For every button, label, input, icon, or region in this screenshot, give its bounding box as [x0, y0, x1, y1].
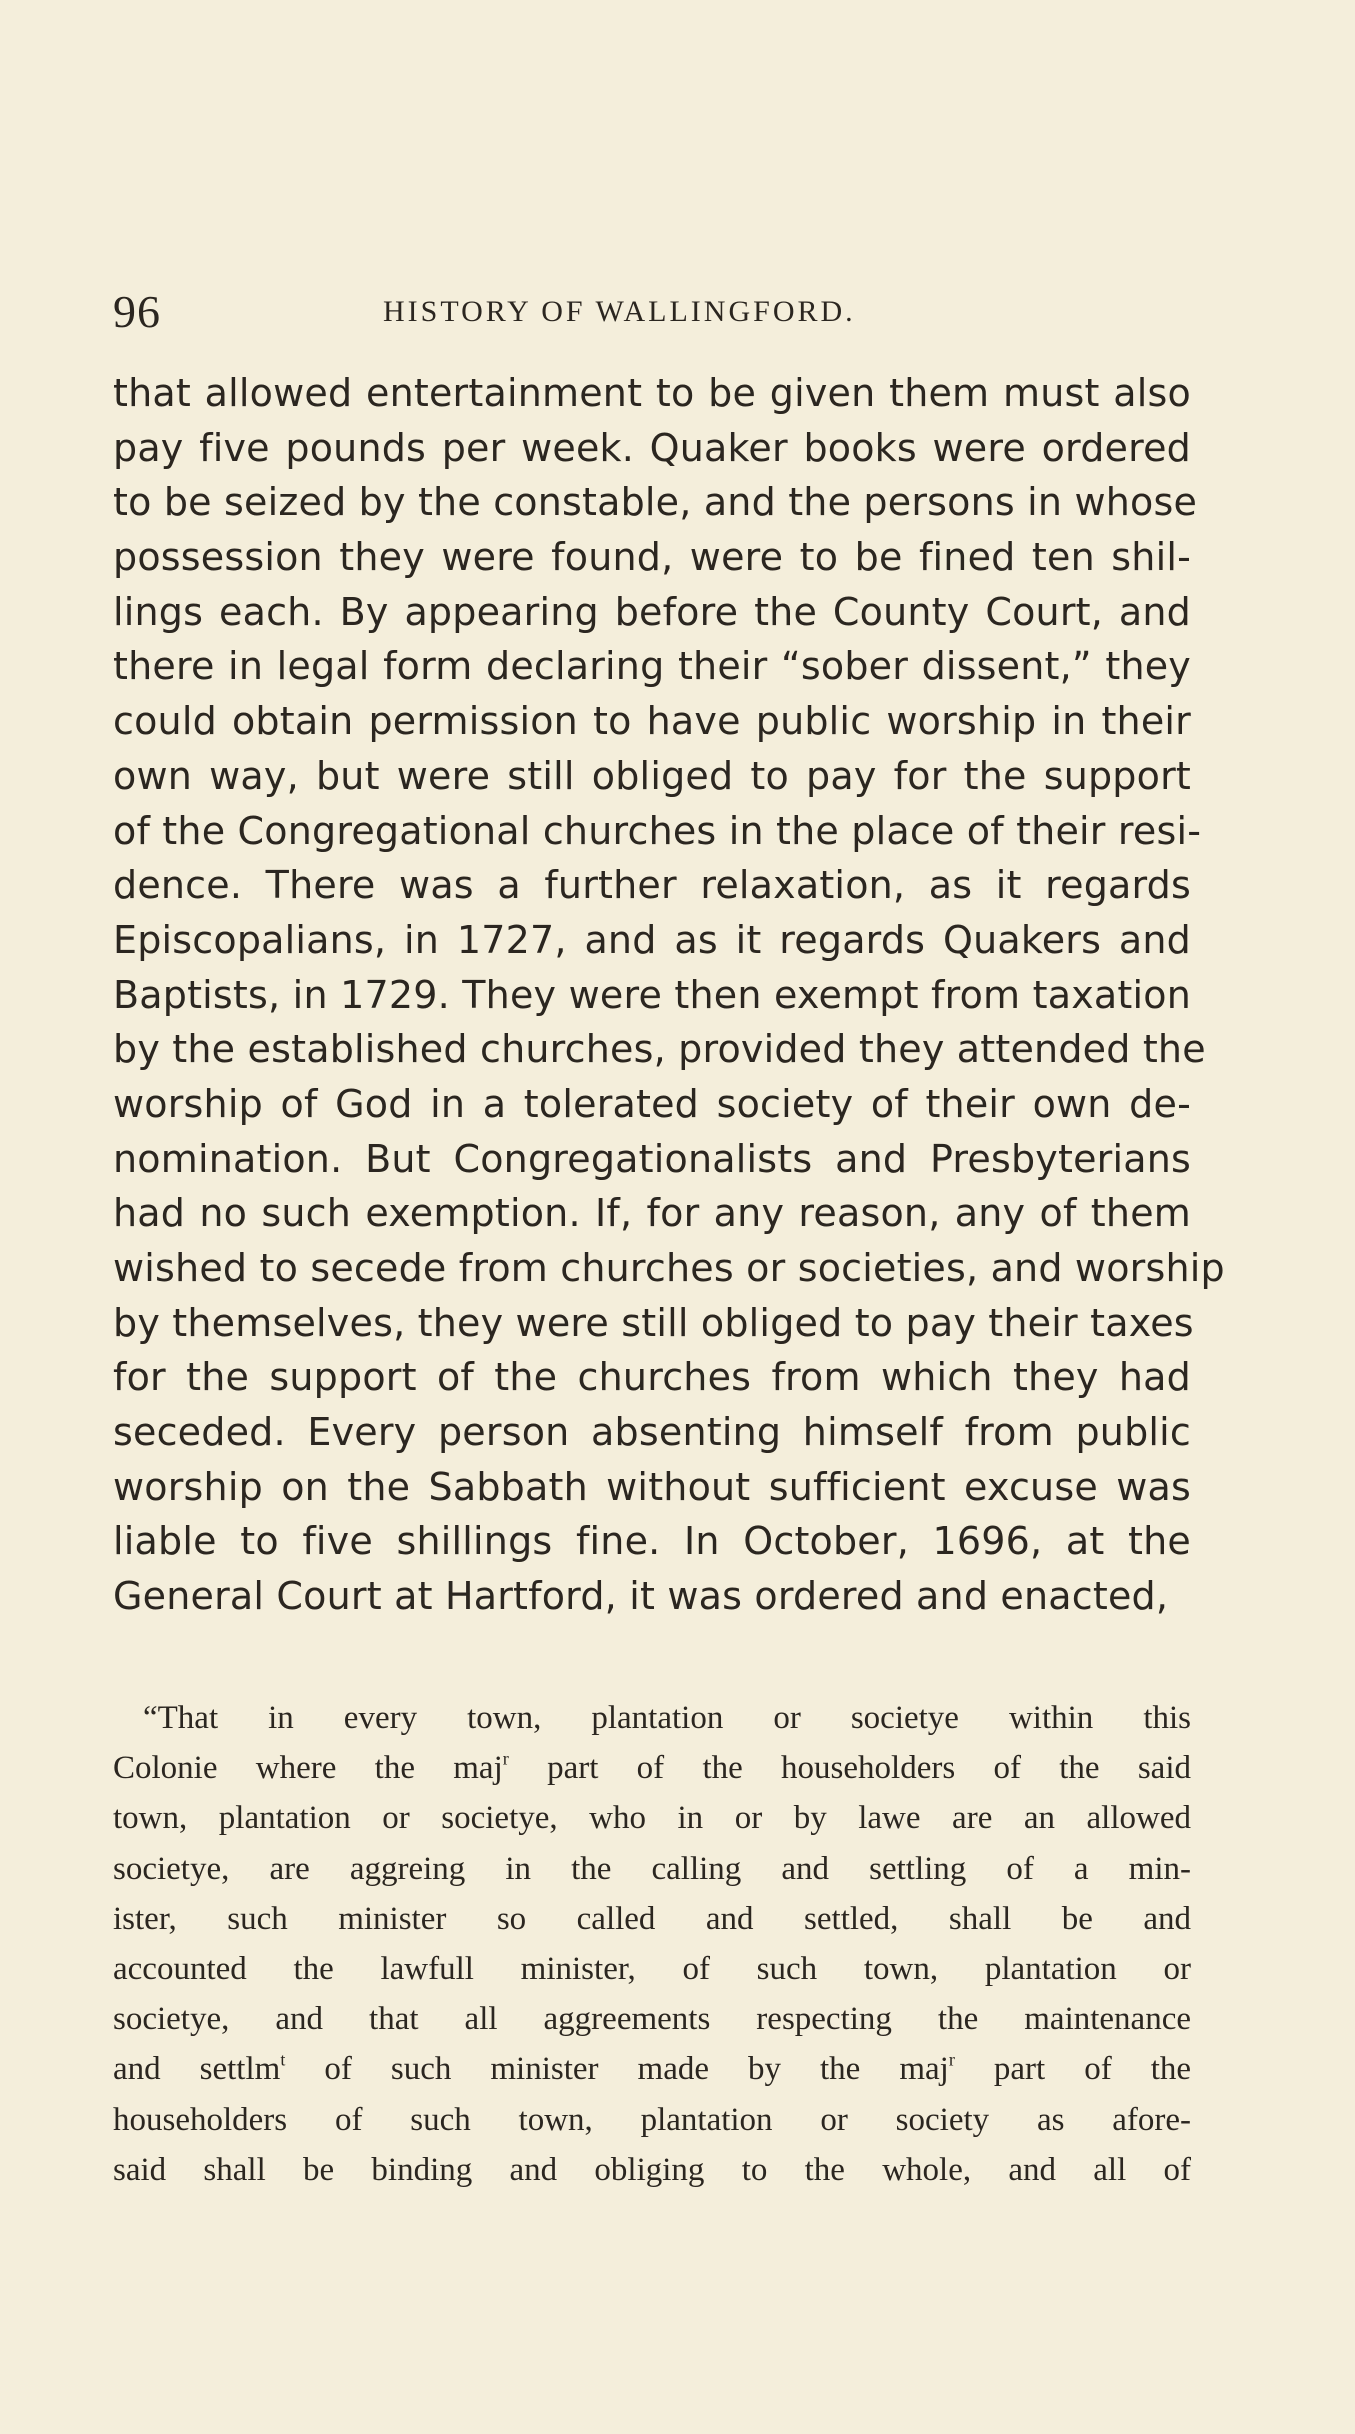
body-line: to be seized by the constable, and the persons in whose — [113, 480, 1198, 525]
body-line: lings each. By appearing before the County Court, and — [113, 589, 1191, 634]
quote-line: ister, such minister so called and settled, shall be and — [113, 1900, 1191, 1937]
quote-line: accounted the lawfull minister, of such town, plantation or — [113, 1950, 1191, 1987]
body-line: there in legal form declaring their “sober dissent,” they — [113, 644, 1191, 689]
quote-line — [113, 1743, 1191, 1793]
body-line: seceded. Every person absenting himself from public — [113, 1410, 1191, 1455]
body-line: Episcopalians, in 1727, and as it regards Quakers and — [113, 917, 1191, 962]
quote-text: part of the householders of the said — [508, 1750, 1191, 1787]
running-head — [113, 282, 1188, 342]
body-line: of the Congregational churches in the place of their resi- — [113, 808, 1202, 853]
quote-line: societye, and that all aggreements respecting the maintenance — [113, 2001, 1191, 2038]
page-number: 96 — [113, 286, 161, 337]
quote-line: “That in every town, plantation or societye within this — [143, 1700, 1191, 1736]
quote-text: part of the — [954, 2051, 1192, 2088]
body-line: General Court at Hartford, it was ordered and enacted, — [113, 1574, 1169, 1619]
quote-line — [113, 2044, 1191, 2094]
body-line: had no such exemption. If, for any reason, any of them — [113, 1191, 1191, 1236]
body-line: dence. There was a further relaxation, as it regards — [113, 863, 1191, 908]
quote-text: Colonie where the maj — [113, 1750, 503, 1787]
quote-text: and settlm — [113, 2051, 281, 2088]
superscript: r — [948, 2049, 955, 2070]
block-quote — [113, 1693, 1191, 2195]
running-title: HISTORY OF WALLINGFORD. — [383, 295, 856, 328]
body-line: pay five pounds per week. Quaker books were ordered — [113, 425, 1191, 470]
body-line: worship on the Sabbath without sufficient excuse was — [113, 1464, 1191, 1509]
body-line: wished to secede from churches or societies, and worship — [113, 1246, 1225, 1290]
body-line: own way, but were still obliged to pay for the support — [113, 753, 1191, 798]
body-line: could obtain permission to have public worship in their — [113, 699, 1191, 744]
body-line: worship of God in a tolerated society of their own de- — [113, 1081, 1191, 1126]
body-line: for the support of the churches from which they had — [113, 1355, 1191, 1400]
body-paragraph — [113, 366, 1225, 1624]
superscript: t — [280, 2049, 286, 2070]
quote-line: societye, are aggreing in the calling and settling of a min- — [113, 1850, 1191, 1887]
quote-line: said shall be binding and obliging to the whole, and all of — [113, 2151, 1191, 2188]
body-line: by themselves, they were still obliged to pay their taxes — [113, 1300, 1194, 1345]
quote-line: town, plantation or societye, who in or by lawe are an allowed — [113, 1800, 1191, 1837]
body-line: nomination. But Congregationalists and Presbyterians — [113, 1136, 1191, 1181]
body-line: that allowed entertainment to be given them must also — [113, 371, 1191, 415]
body-line: possession they were found, were to be fined ten shil- — [113, 535, 1191, 580]
body-line: liable to five shillings fine. In October, 1696, at the — [113, 1519, 1191, 1564]
superscript: r — [502, 1748, 509, 1769]
body-line: Baptists, in 1729. They were then exempt from taxation — [113, 972, 1191, 1017]
quote-line: householders of such town, plantation or society as afore- — [113, 2101, 1191, 2138]
body-line: by the established churches, provided they attended the — [113, 1027, 1206, 1072]
quote-text: of such minister made by the maj — [285, 2051, 949, 2088]
